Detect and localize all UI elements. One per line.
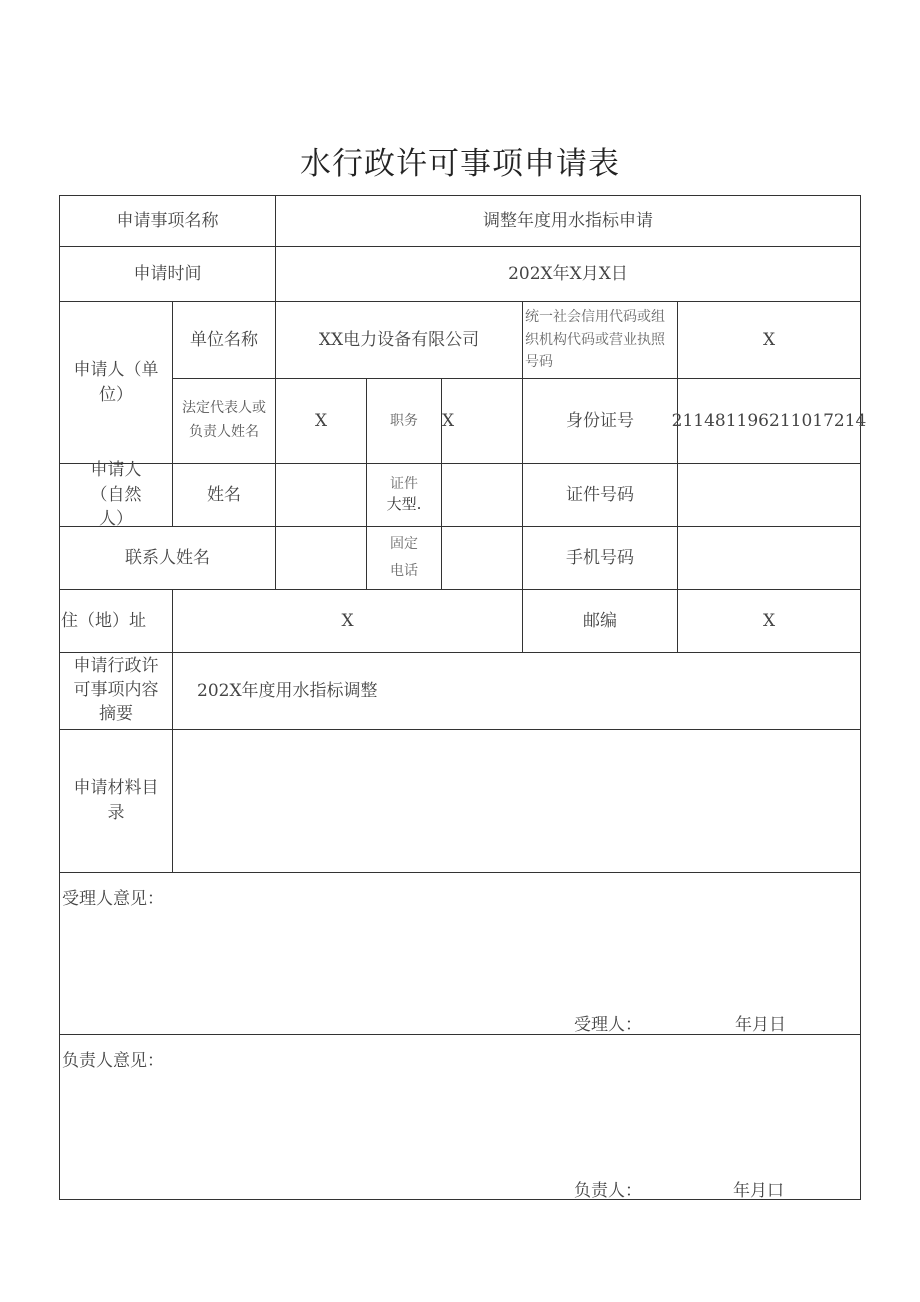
org-name-value[interactable]: XX电力设备有限公司 <box>275 301 523 379</box>
org-name-label: 单位名称 <box>172 301 276 379</box>
person-applicant-label: 申请人（自然人） <box>59 463 173 527</box>
id-label: 身份证号 <box>522 378 678 464</box>
acceptor-opinion-label: 受理人意见： <box>62 889 164 909</box>
apply-time-value[interactable]: 202X年X月X日 <box>275 246 861 302</box>
name-value[interactable] <box>275 463 367 527</box>
phone-value[interactable] <box>441 526 523 590</box>
cert-no-label: 证件号码 <box>522 463 678 527</box>
name-label: 姓名 <box>172 463 276 527</box>
contact-label: 联系人姓名 <box>59 526 276 590</box>
summary-value[interactable]: 202X年度用水指标调整 <box>172 652 861 730</box>
cert-no-value[interactable] <box>677 463 861 527</box>
position-label: 职务 <box>366 378 442 464</box>
org-applicant-label: 申请人（单位） <box>59 301 173 464</box>
mobile-label: 手机号码 <box>522 526 678 590</box>
cert-type-label: 证件 <box>390 475 418 492</box>
acceptor-date-label: 年月日 <box>735 1015 786 1035</box>
apply-time-label: 申请时间 <box>59 246 276 302</box>
legal-rep-value[interactable]: X <box>275 378 367 464</box>
principal-sign-label: 负责人： <box>574 1181 642 1201</box>
summary-label: 申请行政许可事项内容摘要 <box>59 652 173 730</box>
form-title: 水行政许可事项申请表 <box>300 146 620 182</box>
contact-value[interactable] <box>275 526 367 590</box>
principal-opinion-label: 负责人意见： <box>62 1051 164 1071</box>
acceptor-sign-label: 受理人： <box>574 1015 642 1035</box>
cert-type-input[interactable] <box>441 463 523 527</box>
materials-value[interactable] <box>172 729 861 873</box>
materials-label: 申请材料目录 <box>59 729 173 873</box>
item-name-label: 申请事项名称 <box>59 195 276 247</box>
legal-rep-label: 法定代表人或负责人姓名 <box>172 378 276 464</box>
address-label: 住（地）址 <box>59 589 173 653</box>
phone-label-line-2: 电话 <box>390 563 418 579</box>
postcode-label: 邮编 <box>522 589 678 653</box>
credit-code-label: 统一社会信用代码或组织机构代码或营业执照号码 <box>522 301 678 379</box>
principal-date-label: 年月口 <box>733 1181 784 1201</box>
mobile-value[interactable] <box>677 526 861 590</box>
phone-label <box>366 526 442 590</box>
id-value[interactable]: 211481196211017214 <box>677 378 861 464</box>
address-value[interactable]: X <box>172 589 523 653</box>
cert-type-label-cell <box>366 463 442 527</box>
position-value[interactable]: X <box>441 378 523 464</box>
cert-type-value: 大型. <box>386 495 422 514</box>
item-name-value[interactable]: 调整年度用水指标申请 <box>275 195 861 247</box>
postcode-value[interactable]: X <box>677 589 861 653</box>
phone-label-line-1: 固定 <box>390 536 418 553</box>
credit-code-value[interactable]: X <box>677 301 861 379</box>
